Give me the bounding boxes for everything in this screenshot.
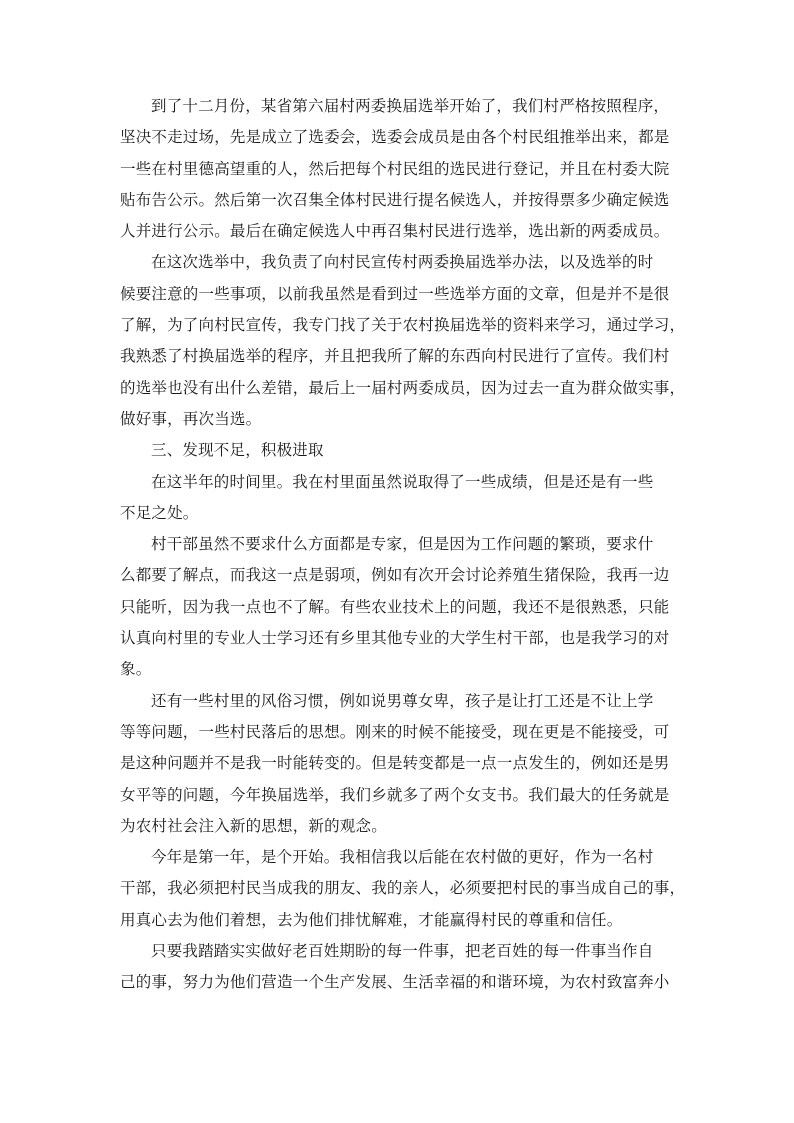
text-line: 不足之处。 (120, 503, 199, 522)
text-line: 今年是第一年，是个开始。我相信我以后能在农村做的更好，作为一名村 (151, 848, 654, 867)
text-line: 么都要了解点，而我这一点是弱项，例如有次开会讨论养殖生猪保险，我再一边 (120, 566, 670, 585)
text-line: 村干部虽然不要求什么方面都是专家，但是因为工作问题的繁琐，要求什 (151, 535, 654, 554)
text-line: 在这次选举中，我负责了向村民宣传村两委换届选举办法，以及选举的时 (151, 253, 654, 272)
text-line: 等等问题，一些村民落后的思想。刚来的时候不能接受，现在更是不能接受，可 (120, 722, 670, 741)
text-line: 女平等的问题，今年换届选举，我们乡就多了两个女支书。我们最大的任务就是 (120, 785, 670, 804)
text-line: 用真心去为他们着想，去为他们排忧解难，才能赢得村民的尊重和信任。 (120, 910, 623, 929)
text-line: 三、发现不足，积极进取 (151, 441, 324, 460)
text-line: 贴布告公示。然后第一次召集全体村民进行提名候选人，并按得票多少确定候选 (120, 190, 670, 209)
paragraph (120, 91, 680, 247)
text-line: 只能听，因为我一点也不了解。有些农业技术上的问题，我还不是很熟悉，只能 (120, 597, 670, 616)
text-line: 象。 (120, 660, 152, 679)
section-heading (120, 435, 680, 466)
text-line: 还有一些村里的风俗习惯，例如说男尊女卑，孩子是让打工还是不让上学 (151, 691, 654, 710)
text-line: 干部，我必须把村民当成我的朋友、我的亲人，必须要把村民的事当成自己的事， (120, 879, 686, 898)
text-line: 做好事，再次当选。 (120, 409, 262, 428)
text-line: 坚决不走过场，先是成立了选委会，选委会成员是由各个村民组推举出来，都是 (120, 128, 670, 147)
document-body (120, 91, 686, 999)
text-line: 认真向村里的专业人士学习还有乡里其他专业的大学生村干部，也是我学习的对 (120, 629, 670, 648)
paragraph (120, 686, 680, 842)
text-line: 是这种问题并不是我一时能转变的。但是转变都是一点一点发生的，例如还是男 (120, 754, 670, 773)
text-line: 到了十二月份，某省第六届村两委换届选举开始了，我们村严格按照程序， (151, 97, 670, 115)
text-line: 我熟悉了村换届选举的程序，并且把我所了解的东西向村民进行了宣传。我们村 (120, 347, 670, 366)
text-line: 在这半年的时间里。我在村里面虽然说取得了一些成绩，但是还是有一些 (151, 472, 654, 491)
paragraph (120, 842, 686, 936)
text-line: 候要注意的一些事项，以前我虽然是看到过一些选举方面的文章，但是并不是很 (120, 284, 670, 303)
text-line: 的选举也没有出什么差错，最后上一届村两委成员，因为过去一直为群众做实事， (120, 378, 686, 397)
text-line: 人并进行公示。最后在确定候选人中再召集村民进行选举，选出新的两委成员。 (120, 222, 670, 241)
text-line: 为农村社会注入新的思想，新的观念。 (120, 816, 387, 835)
paragraph (120, 467, 680, 530)
text-line: 己的事，努力为他们营造一个生产发展、生活幸福的和谐环境，为农村致富奔小 (120, 973, 670, 992)
paragraph (120, 529, 680, 685)
paragraph (120, 247, 686, 435)
text-line: 了解，为了向村民宣传，我专门找了关于农村换届选举的资料来学习，通过学习， (120, 316, 686, 335)
text-line: 一些在村里德高望重的人，然后把每个村民组的选民进行登记，并且在村委大院 (120, 159, 670, 178)
text-line: 只要我踏踏实实做好老百姓期盼的每一件事，把老百姓的每一件事当作自 (151, 942, 654, 961)
paragraph (120, 936, 680, 999)
